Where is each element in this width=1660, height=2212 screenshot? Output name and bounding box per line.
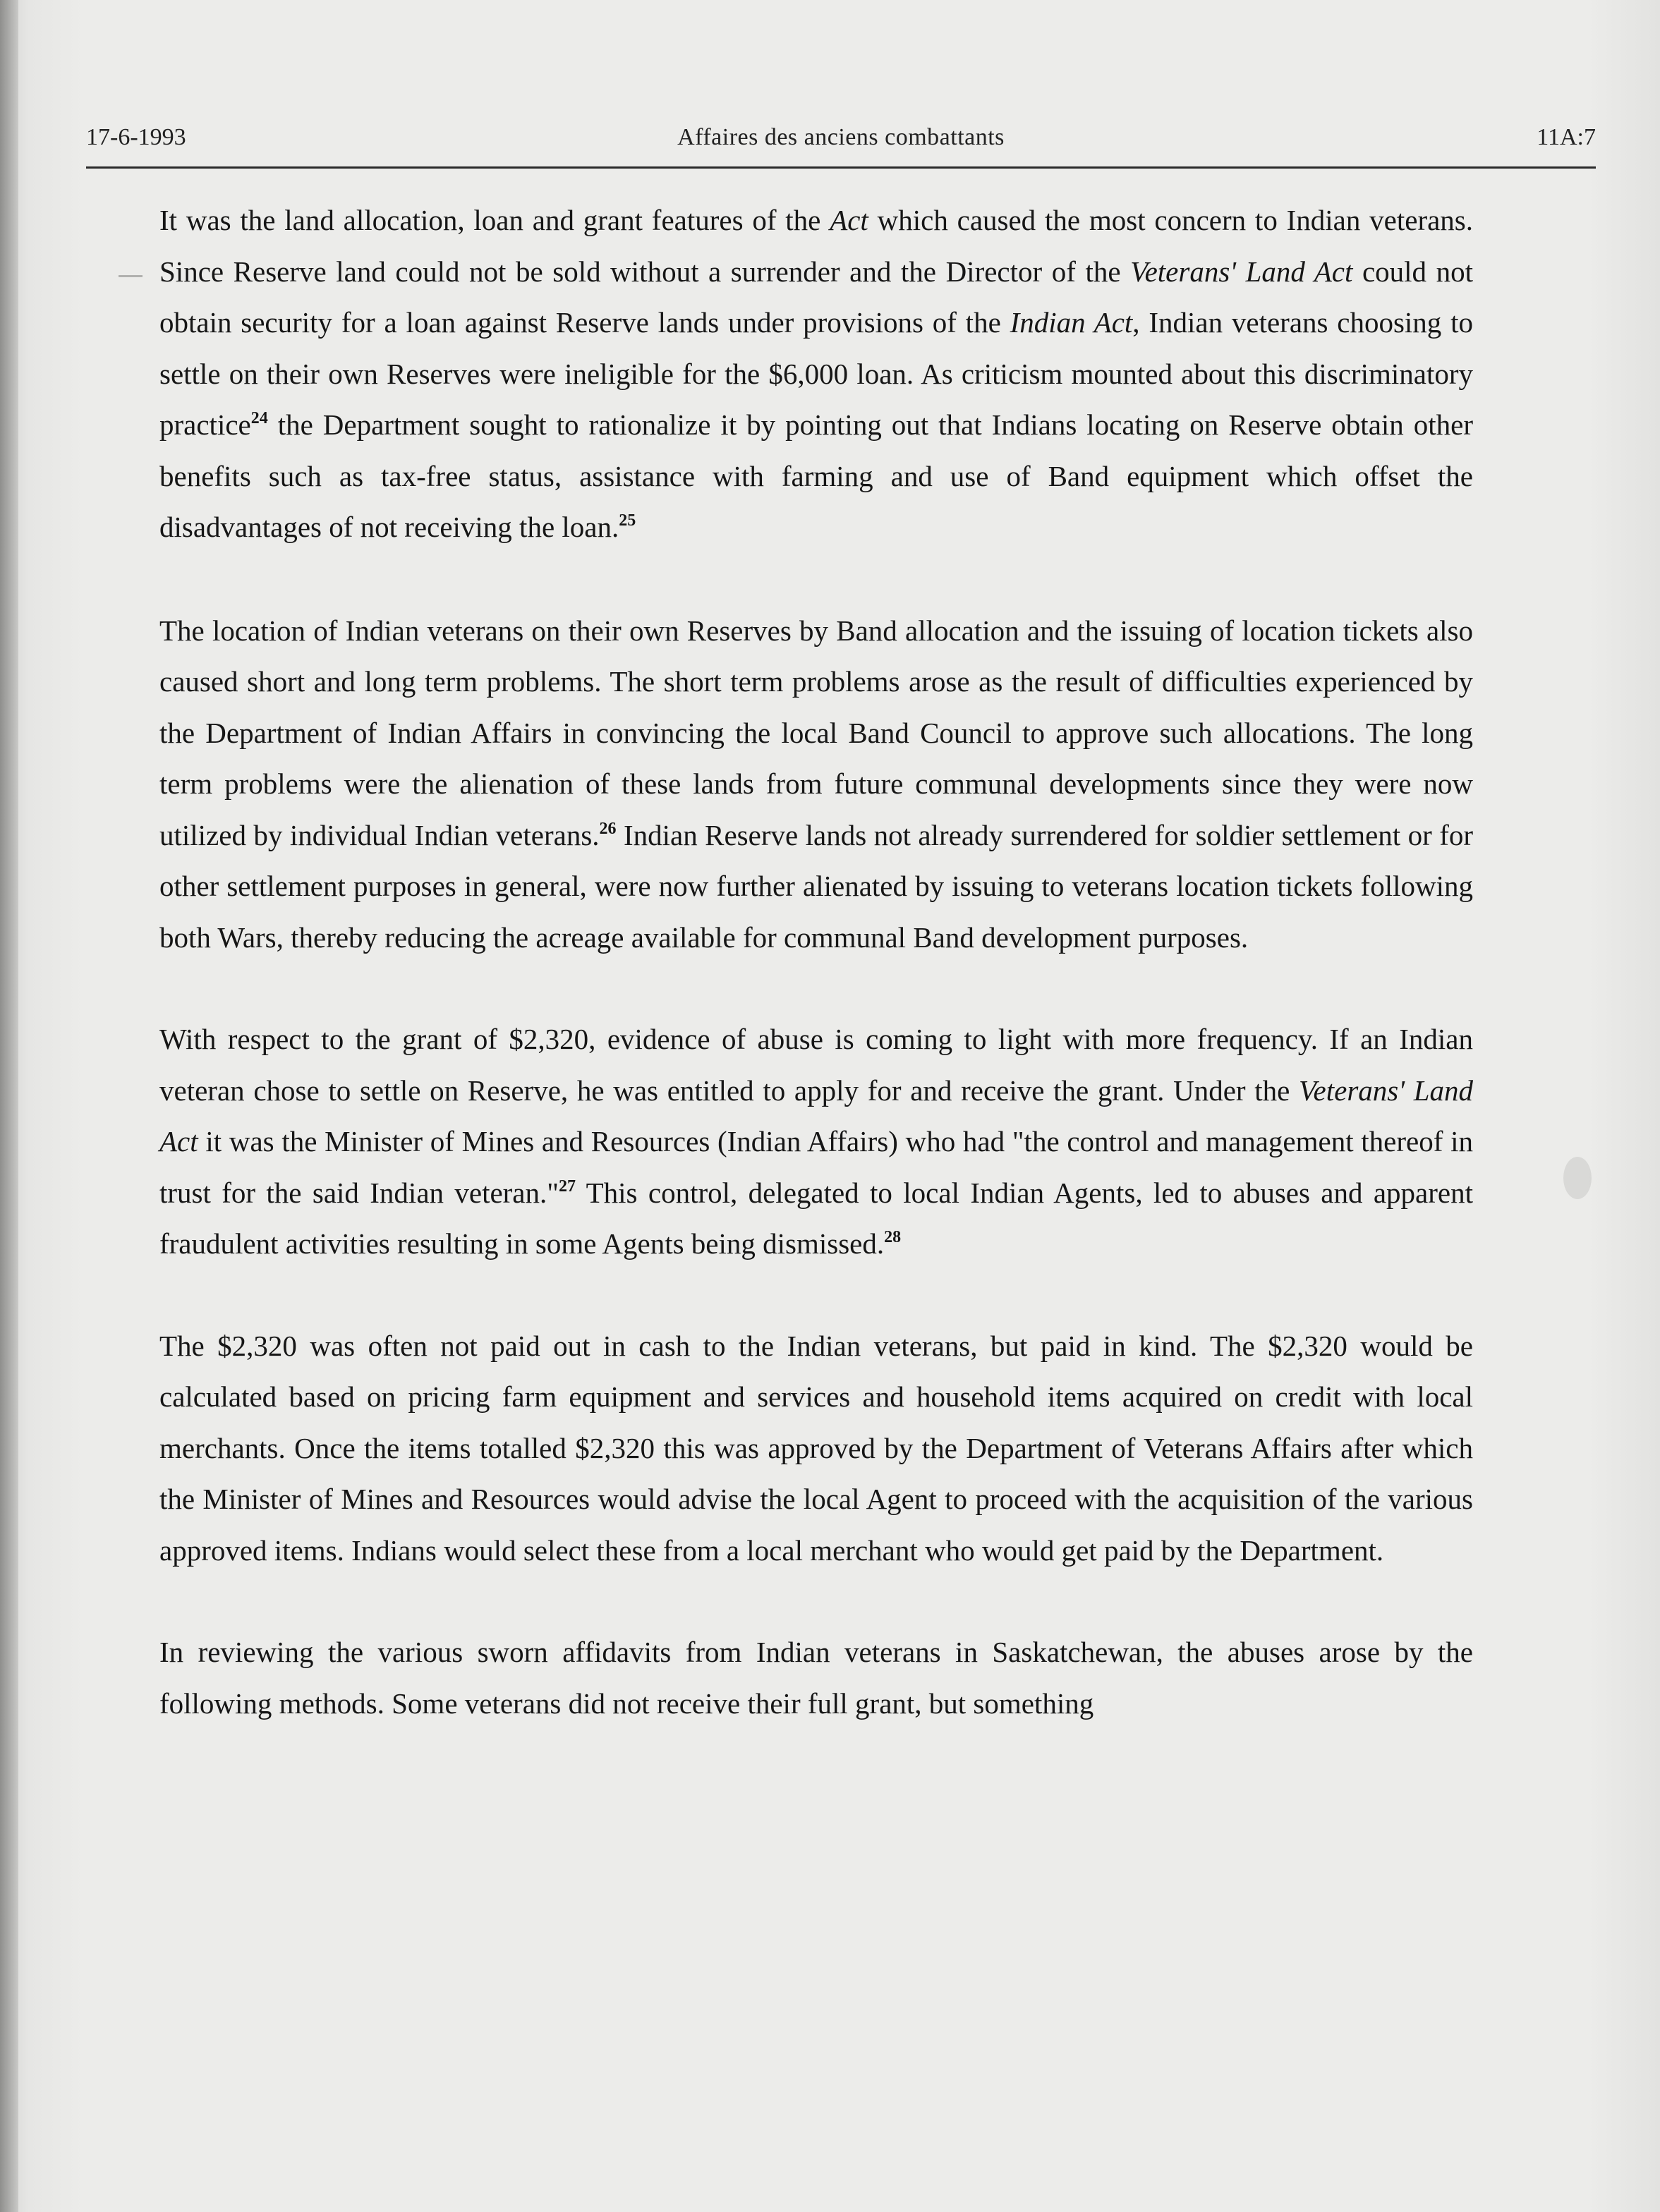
italic-title: Indian Act — [1010, 306, 1133, 339]
scan-blot — [1563, 1157, 1592, 1199]
header-rule — [86, 166, 1596, 169]
text-run: This control, delegated to local Indian Agents, led to abuses and apparent fraudulent activities resulting in some Agents being dismissed. — [159, 1176, 1473, 1260]
footnote-ref: 28 — [884, 1228, 902, 1246]
paragraph-1 — [159, 195, 1473, 553]
margin-mark — [119, 275, 143, 277]
paragraph-4 — [159, 1320, 1473, 1576]
italic-title: Veterans' Land Act — [1130, 255, 1353, 288]
text-run: which caused the most concern to Indian veterans. Since Reserve land could not be sold without a surrender and the Director of the — [159, 204, 1473, 288]
text-run: it was the Minister of Mines and Resources (Indian Affairs) who had "the control and management thereof in trust for the said Indian veteran." — [159, 1125, 1473, 1209]
text-run: With respect to the grant of $2,320, evidence of abuse is coming to light with more frequency. If an Indian veteran chose to settle on Reserve, he was entitled to apply for and receive the grant. Under the — [159, 1023, 1473, 1107]
text-run: , Indian veterans choosing to settle on their own Reserves were ineligible for the $6,000 loan. As criticism mounted about this discriminatory practice — [159, 306, 1473, 441]
running-header — [86, 124, 1596, 166]
text-run: The location of Indian veterans on their own Reserves by Band allocation and the issuing of location tickets also caused short and long term problems. The short term problems arose as the result of difficulties experienced by the Department of Indian Affairs in convincing the local Band Council to approve such allocations. The long term problems were the alienation of these lands from future communal developments since they were now utilized by individual Indian veterans. — [159, 614, 1473, 851]
footnote-ref: 24 — [250, 409, 268, 427]
paragraph-3 — [159, 1014, 1473, 1270]
book-spine-shadow — [0, 0, 18, 2212]
italic-title: Act — [830, 204, 868, 236]
text-run: could not obtain security for a loan against Reserve lands under provisions of the — [159, 255, 1473, 339]
header-date: 17-6-1993 — [86, 124, 186, 150]
paragraph-2 — [159, 605, 1473, 964]
header-title: Affaires des anciens combattants — [677, 124, 1005, 150]
header-page-number: 11A:7 — [1537, 124, 1596, 150]
paragraph-5 — [159, 1627, 1473, 1729]
text-run: the Department sought to rationalize it by pointing out that Indians locating on Reserve obtain other benefits such as tax-free status, assistance with farming and use of Band equipment which offset the disadvantages of not receiving the loan. — [159, 408, 1473, 543]
footnote-ref: 25 — [619, 511, 636, 530]
text-run: It was the land allocation, loan and grant features of the — [159, 204, 830, 236]
italic-title: Veterans' Land Act — [159, 1074, 1473, 1157]
text-run: In reviewing the various sworn affidavits from Indian veterans in Saskatchewan, the abuses arose by the following methods. Some veterans did not receive their full grant, but something — [159, 1636, 1473, 1720]
footnote-ref: 27 — [559, 1177, 576, 1196]
text-run: Indian Reserve lands not already surrendered for soldier settlement or for other settlement purposes in general, were now further alienated by issuing to veterans location tickets following both Wars, thereby reducing the acreage available for communal Band development purposes. — [159, 818, 1473, 954]
body-text — [159, 195, 1473, 1780]
text-run: The $2,320 was often not paid out in cash to the Indian veterans, but paid in kind. The $2,320 would be calculated based on pricing farm equipment and services and household items acquired on credit with local merchants. Once the items totalled $2,320 this was approved by the Department of Veterans Affairs after which the Minister of Mines and Resources would advise the local Agent to proceed with the acquisition of the various approved items. Indians would select these from a local merchant who would get paid by the Department. — [159, 1329, 1473, 1567]
footnote-ref: 26 — [599, 819, 617, 838]
